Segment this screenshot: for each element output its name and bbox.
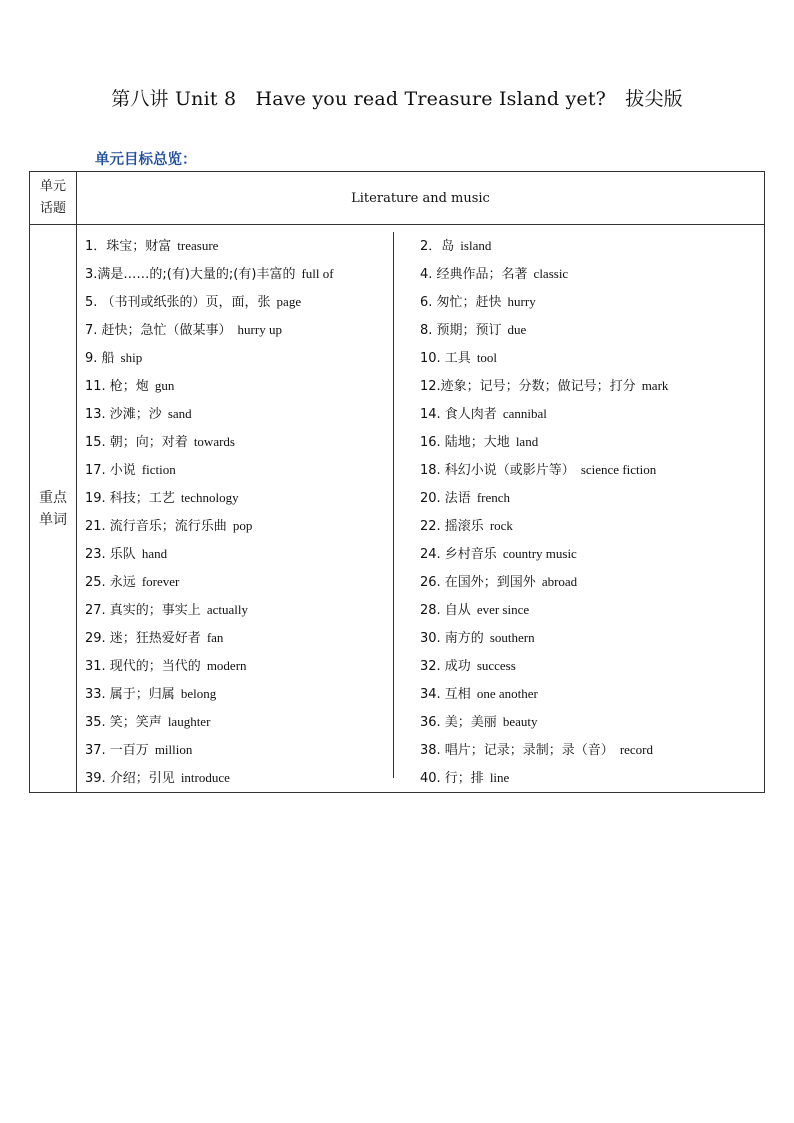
words-row [30,225,765,793]
word-item [420,680,668,708]
word-english: treasure [177,238,219,253]
word-english: fiction [141,462,176,477]
word-item [85,540,393,568]
word-item [85,484,393,512]
word-chinese: 3.满是……的;(有)大量的;(有)丰富的 [85,267,296,282]
word-english: belong [180,686,217,701]
word-item [85,652,393,680]
word-chinese: 26. 在国外；到国外 [420,575,536,590]
word-item [420,512,668,540]
word-chinese: 23. 乐队 [85,547,136,562]
word-item [420,372,668,400]
word-english: due [507,322,527,337]
word-chinese: 25. 永远 [85,575,136,590]
word-item [85,260,393,288]
word-chinese: 19. 科技；工艺 [85,491,175,506]
word-english: island [460,238,492,253]
word-chinese: 24. 乡村音乐 [420,547,497,562]
right-word-column [394,232,668,792]
word-item [420,764,668,792]
word-chinese: 8. 预期；预订 [420,323,502,338]
word-item [420,400,668,428]
topic-row [30,172,765,225]
word-chinese: 4. 经典作品；名著 [420,267,528,282]
word-chinese: 7. 赶快；急忙（做某事） [85,323,232,338]
word-chinese: 37. 一百万 [85,743,149,758]
word-item [85,568,393,596]
word-item [420,708,668,736]
word-chinese: 27. 真实的；事实上 [85,603,201,618]
word-item [85,512,393,540]
word-chinese: 38. 唱片；记录；录制；录（音） [420,743,614,758]
word-english: technology [180,490,239,505]
word-item [420,232,668,260]
word-chinese: 16. 陆地；大地 [420,435,510,450]
word-chinese: 40. 行；排 [420,771,484,786]
word-english: beauty [502,714,538,729]
word-chinese: 5. （书刊或纸张的）页，面，张 [85,295,271,310]
unit-overview-table [29,171,765,793]
topic-header-line1: 单元 [39,179,66,194]
word-chinese: 11. 枪；炮 [85,379,149,394]
word-item [85,400,393,428]
word-chinese: 13. 沙滩；沙 [85,407,162,422]
word-item [420,456,668,484]
word-english: tool [476,350,498,365]
word-item [85,344,393,372]
word-english: full of [301,266,334,281]
word-english: ever since [476,602,530,617]
word-chinese: 17. 小说 [85,463,136,478]
word-item [420,624,668,652]
left-word-column [77,232,394,786]
word-english: land [515,434,539,449]
word-chinese: 39. 介绍；引见 [85,771,175,786]
word-item [85,764,393,792]
word-chinese: 2．岛 [420,239,455,254]
words-cell [77,225,765,793]
word-chinese: 22. 摇滚乐 [420,519,484,534]
page-title: 第八讲 Unit 8 Have you read Treasure Island yet? 拔尖版 [111,88,683,110]
word-chinese: 36. 美；美丽 [420,715,497,730]
word-item [420,736,668,764]
word-english: gun [154,378,175,393]
word-english: ship [120,350,143,365]
word-english: hand [141,546,168,561]
word-item [85,596,393,624]
word-english: page [276,294,302,309]
word-item [85,624,393,652]
word-item [85,736,393,764]
word-chinese: 21. 流行音乐；流行乐曲 [85,519,227,534]
word-english: million [154,742,193,757]
word-item [85,372,393,400]
word-english: rock [489,518,513,533]
words-header-line2: 单词 [39,511,67,528]
word-chinese: 10. 工具 [420,351,471,366]
word-chinese: 35. 笑；笑声 [85,715,162,730]
word-item [420,316,668,344]
word-chinese: 1．珠宝；财富 [85,239,172,254]
word-english: southern [489,630,535,645]
word-english: modern [206,658,247,673]
word-chinese: 29. 迷；狂热爱好者 [85,631,201,646]
word-english: country music [502,546,577,561]
word-english: mark [641,378,669,393]
word-english: cannibal [502,406,547,421]
topic-value: Literature and music [77,172,765,225]
word-item [420,260,668,288]
word-chinese: 14. 食人肉者 [420,407,497,422]
word-english: hurry [507,294,536,309]
word-english: classic [533,266,569,281]
word-english: laughter [167,714,211,729]
word-chinese: 15. 朝；向；对着 [85,435,188,450]
word-item [420,652,668,680]
word-item [85,288,393,316]
topic-header [30,172,77,225]
word-item [420,540,668,568]
word-chinese: 20. 法语 [420,491,471,506]
word-english: success [476,658,516,673]
word-item [85,708,393,736]
word-item [420,596,668,624]
word-english: french [476,490,511,505]
word-item [85,232,393,260]
word-english: science fiction [580,462,657,477]
word-english: hurry up [237,322,282,337]
word-english: towards [193,434,235,449]
word-item [420,428,668,456]
word-chinese: 33. 属于；归属 [85,687,175,702]
word-item [85,680,393,708]
word-chinese: 32. 成功 [420,659,471,674]
word-chinese: 6. 匆忙；赶快 [420,295,502,310]
word-item [420,568,668,596]
word-chinese: 12.迹象；记号；分数；做记号；打分 [420,379,636,394]
word-english: forever [141,574,180,589]
word-chinese: 9. 船 [85,351,115,366]
word-item [420,484,668,512]
word-english: line [489,770,510,785]
section-label: 单元目标总览： [95,152,197,168]
word-english: actually [206,602,248,617]
word-english: record [619,742,654,757]
word-english: fan [206,630,224,645]
words-header [30,225,77,793]
word-chinese: 30. 南方的 [420,631,484,646]
word-item [85,428,393,456]
words-header-line1: 重点 [39,489,67,506]
word-chinese: 34. 互相 [420,687,471,702]
word-item [85,316,393,344]
word-english: sand [167,406,192,421]
word-item [420,288,668,316]
word-english: introduce [180,770,230,785]
word-item [85,456,393,484]
word-english: pop [232,518,253,533]
word-chinese: 31. 现代的；当代的 [85,659,201,674]
word-item [420,344,668,372]
topic-header-line2: 话题 [39,201,66,216]
word-english: abroad [541,574,578,589]
word-chinese: 18. 科幻小说（或影片等） [420,463,575,478]
word-chinese: 28. 自从 [420,603,471,618]
word-english: one another [476,686,538,701]
